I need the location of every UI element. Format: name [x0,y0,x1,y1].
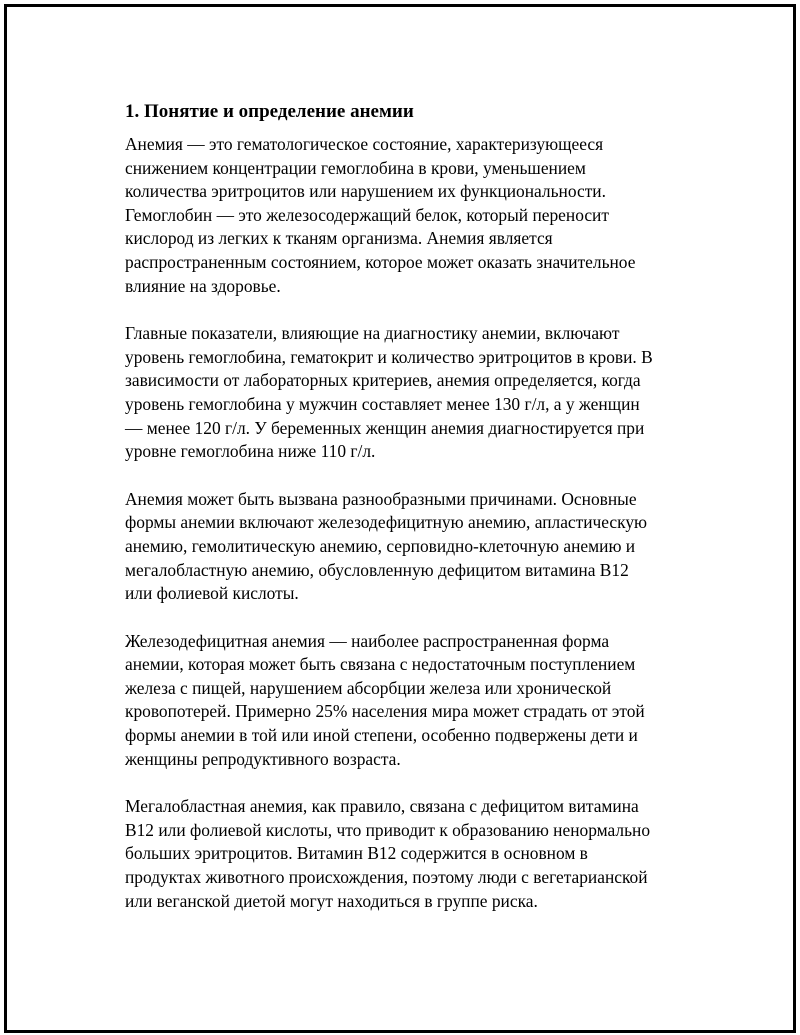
section-heading: 1. Понятие и определение анемии [125,101,414,122]
paragraph-iron-deficiency: Железодефицитная анемия — наиболее распространенная форма анемии, которая может быть связана с недостаточным поступлением железа с пищей, нарушением абсорбции железа или хронической кровопотерей. Примерно 25% населения мира может страдать от этой формы анемии в той или иной степени, особенно подвержены дети и женщины репродуктивного возраста. [125,630,645,769]
paragraph-diagnostics: Главные показатели, влияющие на диагностику анемии, включают уровень гемоглобина, гематокрит и количество эритроцитов в крови. В зависимости от лабораторных критериев, анемия определяется, когда уровень гемоглобина у мужчин составляет менее 130 г/л, а у женщин — менее 120 г/л. У беременных женщин анемия диагностируется при уровне гемоглобина ниже 110 г/л. [125,323,653,462]
paragraph-causes: Анемия может быть вызвана разнообразными причинами. Основные формы анемии включают железодефицитную анемию, апластическую анемию, гемолитическую анемию, серповидно-клеточную анемию и мегалобластную анемию, обусловленную дефицитом витамина B12 или фолиевой кислоты. [125,488,648,604]
paragraph-megaloblastic: Мегалобластная анемия, как правило, связана с дефицитом витамина B12 или фолиевой кислоты, что приводит к образованию ненормально больших эритроцитов. Витамин B12 содержится в основном в продуктах животного происхождения, поэтому люди с вегетарианской или веганской диетой могут находиться в группе риска. [125,796,651,911]
paragraph-definition: Анемия — это гематологическое состояние, характеризующееся снижением концентрации гемоглобина в крови, уменьшением количества эритроцитов или нарушением их функциональности. Гемоглобин — это железосодержащий белок, который переносит кислород из легких к тканям организма. Анемия является распространенным состоянием, которое может оказать значительное влияние на здоровье. [125,134,636,296]
document-body [125,99,705,937]
page-frame [4,4,796,1033]
